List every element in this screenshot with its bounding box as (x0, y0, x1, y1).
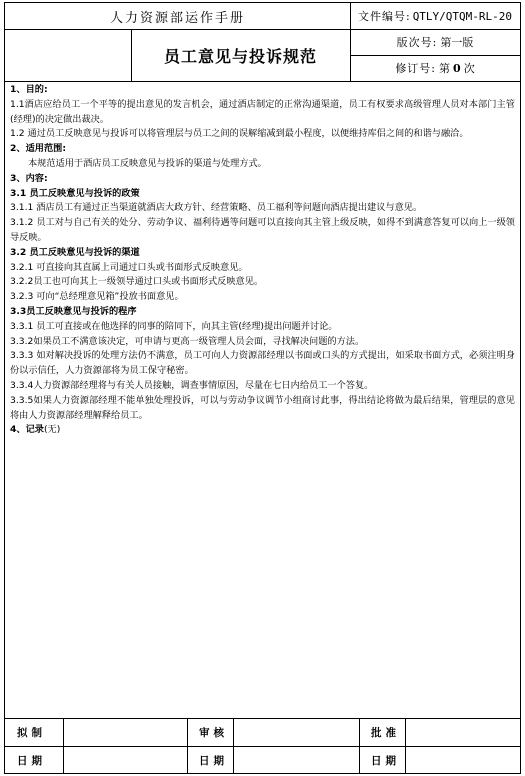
file-number-label: 文件编号: (357, 10, 411, 23)
paragraph: 1.2 通过员工反映意见与投诉可以将管理层与员工之间的误解缩减到最小程度，以便维持库侣之间的和谐与融洽。 (10, 128, 469, 140)
revision-value: 第 (439, 62, 451, 75)
section-heading: 4、记录 (10, 424, 44, 436)
signature-table (5, 718, 520, 774)
paragraph: 3.2.3 可向“总经理意见箱”投放书面意见。 (10, 291, 184, 303)
document-header (5, 3, 520, 82)
date-label: 日期 (17, 755, 46, 767)
paragraph: 3.2.2员工也可向其上一级领导通过口头或书面形式反映意见。 (10, 276, 264, 288)
approved-label: 批准 (371, 727, 400, 739)
footer-divider (405, 719, 406, 774)
version-number (350, 29, 520, 55)
document-body (10, 83, 515, 438)
paragraph: 3.3.5如果人力资源部经理不能单独处理投诉，可以与劳动争议调节小组商讨此事，得出结论将做为最后结果，管理层的意见将由人力资源部经理解释给员工。 (10, 394, 515, 421)
revision-label: 修订号: (395, 62, 437, 75)
subsection-heading: 3.2 员工反映意见与投诉的渠道 (10, 246, 140, 258)
version-value: 第一版 (440, 36, 474, 49)
section-heading: 3、内容: (10, 172, 48, 184)
section-heading-records (10, 423, 515, 438)
paragraph: 本规范适用于酒店员工反映意见与投诉的渠道与处理方式。 (28, 157, 267, 169)
paragraph: 3.1.1 酒店员工有通过正当渠道就酒店大政方针、经营策略、员工福利等问题向酒店提出建议与意见。 (10, 202, 423, 214)
footer-divider (233, 719, 234, 774)
section-heading: 2、适用范围: (10, 143, 67, 155)
paragraph: 3.2.1 可直接向其直属上司通过口头或书面形式反映意见。 (10, 261, 248, 273)
file-number (350, 3, 520, 29)
document-frame (4, 2, 521, 774)
subsection-heading: 3.3员工反映意见与投诉的程序 (10, 305, 137, 317)
paragraph: 3.3.2如果员工不满意该决定，可申请与更高一级管理人员会面，寻找解决问题的方法。 (10, 335, 365, 347)
footer-divider (63, 719, 64, 774)
reviewed-label: 审核 (199, 727, 228, 739)
paragraph: 3.3.3 如对解决投诉的处理方法仍不满意，员工可向人力资源部经理以书面或口头的方式提出，如采取书面方式，必须注明身份以示信任，人力资源部将为员工保守秘密。 (10, 350, 515, 377)
subsection-heading: 3.1 员工反映意见与投诉的政策 (10, 187, 140, 199)
date-label: 日期 (371, 755, 400, 767)
paragraph: 3.1.2 员工对与自己有关的处分、劳动争议、福利待遇等问题可以直接向其主管上级反映，如得不到满意答复可以向上一级领导反映。 (10, 217, 515, 243)
paragraph: 3.3.1 员工可直接或在他选择的同事的陪同下，向其主管(经理)提出问题并讨论。 (10, 320, 338, 332)
file-number-value: QTLY/QTQM-RL-20 (412, 9, 513, 23)
document-title: 员工意见与投诉规范 (163, 46, 317, 66)
section-heading: 1、目的: (10, 84, 48, 95)
paragraph: 3.3.4人力资源部经理将与有关人员接触，调查事情原因，尽量在七日内给员工一个答复。 (10, 379, 374, 391)
manual-name: 人力资源部运作手册 (109, 10, 245, 26)
version-label: 版次号: (396, 36, 438, 49)
footer-divider (5, 746, 520, 747)
revision-count: 0 (453, 61, 461, 75)
revision-unit: 次 (463, 62, 475, 75)
paragraph: 1.1酒店应给员工一个平等的提出意见的发言机会，通过酒店制定的正常沟通渠道，员工有权要求高级管理人员对本部门主管(经理)的决定做出裁决。 (10, 98, 515, 125)
date-label: 日期 (199, 755, 228, 767)
revision-number (350, 55, 520, 81)
drafted-label: 拟制 (17, 727, 46, 739)
records-note: (无) (43, 424, 61, 436)
